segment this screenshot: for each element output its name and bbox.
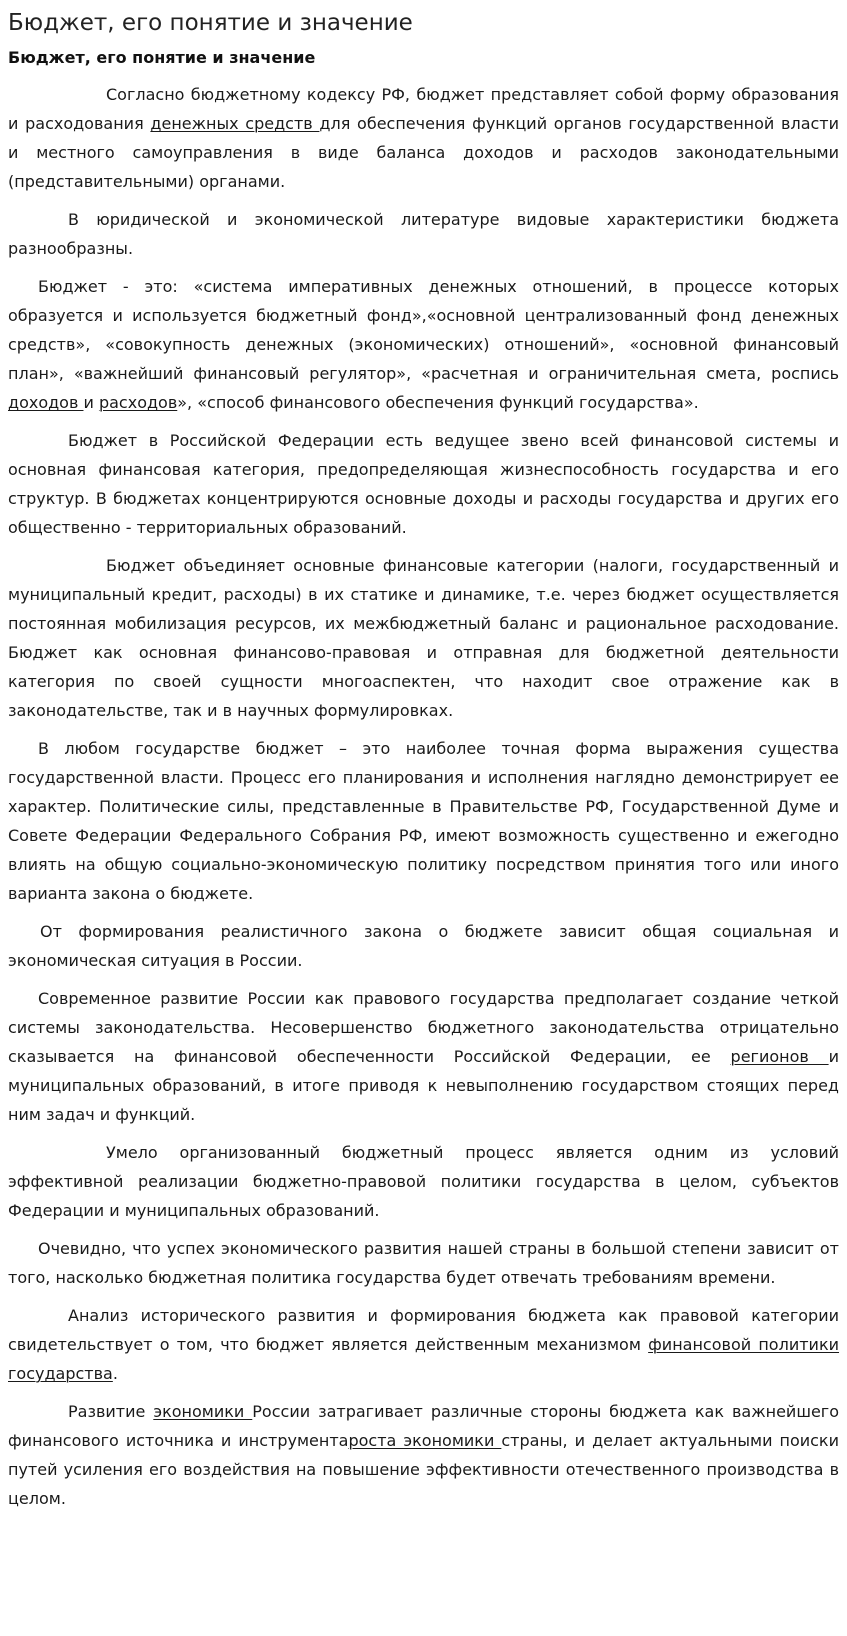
paragraph-11: Анализ исторического развития и формирования бюджета как правовой категории свидетельствует о том, что бюджет является действенным механизмом финансовой политики государства. — [8, 1306, 840, 1383]
link-economic-growth[interactable]: роста экономики — [348, 1431, 502, 1450]
paragraph-9: Умело организованный бюджетный процесс является одним из условий эффективной реализации бюджетно-правовой политики государства в целом, субъектов Федерации и муниципальных образований. — [8, 1143, 839, 1220]
paragraph-5: Бюджет объединяет основные финансовые категории (налоги, государственный и муниципальный кредит, расходы) в их статике и динамике, т.е. через бюджет осуществляется постоянная мобилизация ресурсов, их межбюджетный баланс и рациональное расходование. Бюджет как основная финансово-правовая и отправная для бюджетной деятельности категория по своей сущности многоаспектен, что находит свое отражение как в законодательстве, так и в научных формулировках. — [8, 556, 839, 720]
paragraph-3: Бюджет - это: «система императивных денежных отношений, в процессе которых образуется и используется бюджетный фонд»,«основной централизованный фонд денежных средств», «совокупность денежных (экономических) отношений», «основной финансовый план», «важнейший финансовый регулятор», «расчетная и ограничительная смета, роспись доходов и расходов», «способ финансового обеспечения функций государства». — [8, 277, 839, 412]
page-title: Бюджет, его понятие и значение — [8, 10, 413, 36]
paragraph-12: Развитие экономики России затрагивает различные стороны бюджета как важнейшего финансового источника и инструментароста экономики страны, и делает актуальными поиски путей усиления его воздействия на повышение эффективности отечественного производства в целом. — [8, 1402, 839, 1508]
paragraph-1: Согласно бюджетному кодексу РФ, бюджет представляет собой форму образования и расходования денежных средств для обеспечения функций органов государственной власти и местного самоуправления в виде баланса доходов и расходов законодательными (представительными) органами. — [8, 85, 840, 191]
link-expenses[interactable]: расходов — [98, 393, 178, 412]
article-subtitle: Бюджет, его понятие и значение — [8, 48, 316, 67]
link-economy[interactable]: экономики — [153, 1402, 253, 1421]
link-revenues[interactable]: доходов — [8, 393, 84, 412]
link-money-funds[interactable]: денежных средств — [150, 114, 320, 133]
paragraph-10: Очевидно, что успех экономического развития нашей страны в большой степени зависит от того, насколько бюджетная политика государства будет отвечать требованиям времени. — [8, 1239, 839, 1287]
link-financial-policy[interactable]: финансовой политики государства — [8, 1335, 840, 1383]
link-regions[interactable]: регионов — [730, 1047, 829, 1066]
paragraph-4: Бюджет в Российской Федерации есть ведущее звено всей финансовой системы и основная финансовая категория, предопределяющая жизнеспособность государства и его структур. В бюджетах концентрируются основные доходы и расходы государства и других его общественно - территориальных образований. — [8, 431, 839, 537]
paragraph-2: В юридической и экономической литературе видовые характеристики бюджета разнообразны. — [8, 210, 839, 258]
paragraph-6: В любом государстве бюджет – это наиболее точная форма выражения существа государственной власти. Процесс его планирования и исполнения наглядно демонстрирует ее характер. Политические силы, представленные в Правительстве РФ, Государственной Думе и Совете Федерации Федерального Собрания РФ, имеют возможность существенно и ежегодно влиять на общую социально-экономическую политику посредством принятия того или иного варианта закона о бюджете. — [8, 739, 839, 903]
paragraph-7: От формирования реалистичного закона о бюджете зависит общая социальная и экономическая ситуация в России. — [8, 922, 839, 970]
paragraph-8: Современное развитие России как правового государства предполагает создание четкой системы законодательства. Несовершенство бюджетного законодательства отрицательно сказывается на финансовой обеспеченности Российской Федерации, ее регионов и муниципальных образований, в итоге приводя к невыполнению государством стоящих перед ним задач и функций. — [8, 989, 839, 1124]
